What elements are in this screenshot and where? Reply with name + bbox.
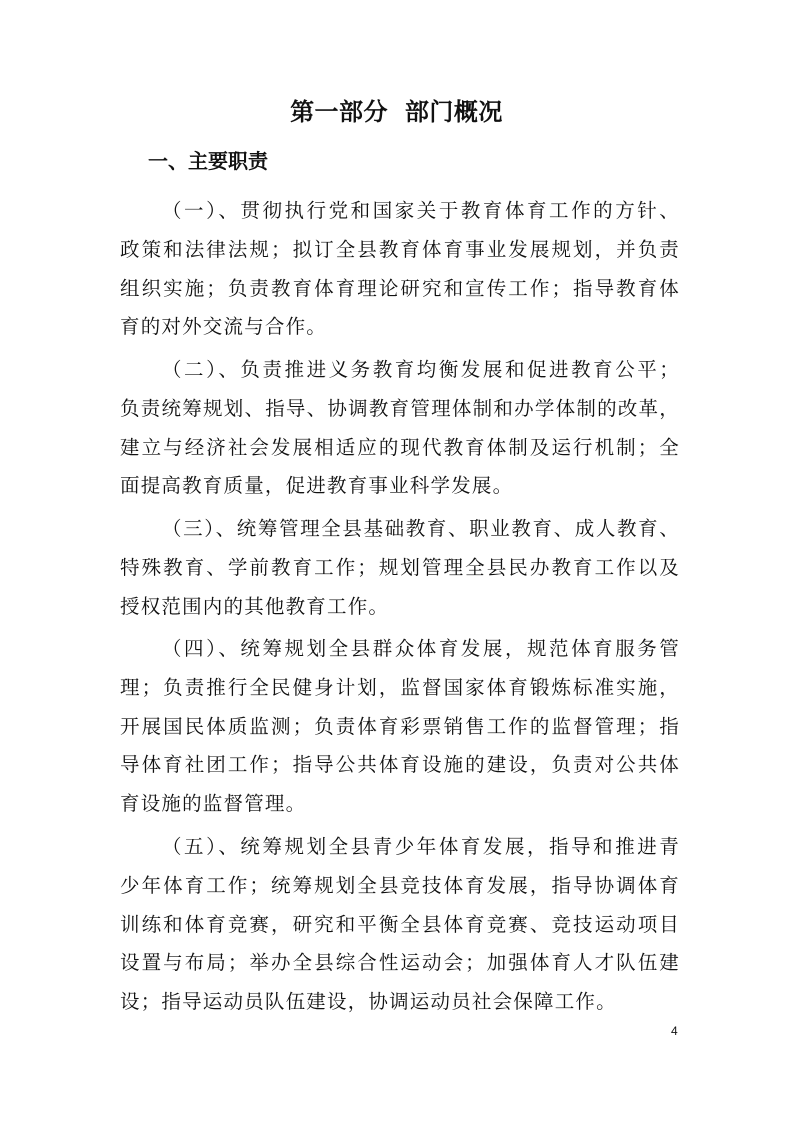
- paragraph-line: 设；指导运动员队伍建设，协调运动员社会保障工作。: [120, 990, 617, 1014]
- paragraph-line: 导体育社团工作；指导公共体育设施的建设，负责对公共体: [120, 753, 680, 777]
- paragraph-line: （三）、统筹管理全县基础教育、职业教育、成人教育、: [162, 517, 680, 540]
- paragraph-3: [120, 510, 680, 626]
- paragraph-line: 开展国民体质监测；负责体育彩票销售工作的监督管理；指: [120, 714, 680, 738]
- paragraph-4: [120, 630, 680, 824]
- page-title: 第一部分 部门概况: [290, 98, 503, 126]
- paragraph-line: 理；负责推行全民健身计划，监督国家体育锻炼标准实施，: [120, 675, 680, 699]
- page-number: 4: [671, 1024, 678, 1038]
- paragraph-line: 育的对外交流与合作。: [120, 315, 328, 339]
- paragraph-line: 政策和法律法规；拟订全县教育体育事业发展规划，并负责: [120, 237, 680, 261]
- paragraph-line: 训练和体育竞赛，研究和平衡全县体育竞赛、竞技运动项目: [120, 912, 680, 936]
- paragraph-line: （二）、负责推进义务教育均衡发展和促进教育公平；: [162, 358, 680, 381]
- paragraph-line: 特殊教育、学前教育工作；规划管理全县民办教育工作以及: [120, 555, 680, 579]
- paragraph-line: （一）、贯彻执行党和国家关于教育体育工作的方针、: [162, 199, 680, 222]
- paragraph-line: 负责统筹规划、指导、协调教育管理体制和办学体制的改革，: [120, 396, 680, 420]
- paragraph-line: （四）、统筹规划全县群众体育发展，规范体育服务管: [162, 637, 680, 660]
- paragraph-line: （五）、统筹规划全县青少年体育发展，指导和推进青: [162, 835, 680, 858]
- paragraph-line: 育设施的监督管理。: [120, 792, 307, 816]
- paragraph-5: [120, 828, 680, 1022]
- paragraph-2: [120, 351, 680, 506]
- paragraph-line: 建立与经济社会发展相适应的现代教育体制及运行机制；全: [120, 435, 680, 459]
- paragraph-line: 少年体育工作；统筹规划全县竞技体育发展，指导协调体育: [120, 873, 680, 897]
- paragraph-line: 组织实施；负责教育体育理论研究和宣传工作；指导教育体: [120, 276, 680, 300]
- paragraph-line: 设置与布局；举办全县综合性运动会；加强体育人才队伍建: [120, 951, 680, 975]
- paragraph-line: 授权范围内的其他教育工作。: [120, 594, 390, 618]
- paragraph-line: 面提高教育质量，促进教育事业科学发展。: [120, 474, 514, 498]
- paragraph-1: [120, 192, 680, 347]
- section-heading: 一、主要职责: [148, 149, 268, 173]
